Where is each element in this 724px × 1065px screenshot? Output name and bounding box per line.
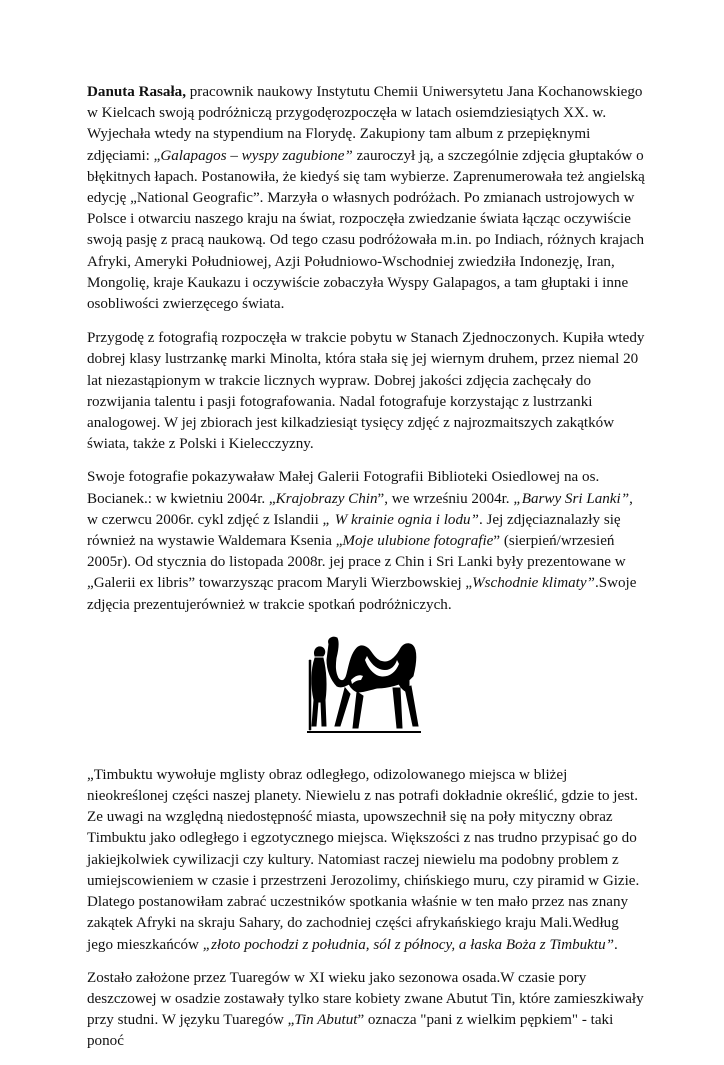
paragraph-biography [87, 82, 647, 315]
paragraph-text: Przygodę z fotografią rozpoczęła w trakcie pobytu w Stanach Zjednoczonych. Kupiła wtedy dobrej klasy lustrzankę marki Minolta, która stała się jej wiernym druhem, przez niemal 20 lat niezastąpionym w trakcie licznych wypraw. Dobrej jakości zdjęcia zachęcały do rozwijania talentu i pasji fotografowania. Nadal fotografuje korzystając z lustrzanki analogowej. W jej zbiorach jest kilkadziesiąt tysięcy zdjęć z najrozmaitszych zakątków świata, także z Polski i Kielecczyzny. [87, 330, 645, 453]
exhibition-title: Wschodnie klimaty” [472, 575, 595, 592]
paragraph-text: .Swoje zdjęcia prezentujerównież w trakcie spotkań podróżniczych. [87, 575, 637, 613]
tuareg-term: Tin Abutut [294, 1012, 358, 1029]
paragraph-text: ”, we wrześniu 2004r. [377, 490, 514, 507]
paragraph-text: Swoje fotografie pokazywaław Małej Galerii Fotografii Biblioteki Osiedlowej na os. Bocianek.: w kwietniu 2004r. „ [87, 469, 600, 507]
author-name: Danuta Rasała, [87, 84, 186, 100]
exhibition-title: Moje ulubione fotografie [342, 533, 494, 550]
album-title: Galapagos – wyspy zagubione” [160, 147, 353, 164]
illustration [87, 630, 647, 748]
exhibition-title: „ W krainie ognia i lodu” [322, 511, 479, 528]
paragraph-text: . Jej zdjęciaznalazły się również na wystawie Waldemara Ksenia „ [87, 511, 621, 550]
paragraph-timbuktu-history [87, 968, 647, 1053]
camel-with-traveler-icon [305, 630, 423, 746]
paragraph-photography [87, 328, 647, 455]
paragraph-text: , w czerwcu 2006r. cykl zdjęć z Islandii [87, 490, 633, 528]
paragraph-text: zauroczył ją, a szczególnie zdjęcia głuptaków o błękitnych łapach. Postanowiła, że kiedyś się tam wybierze. Zaprenumerowała też angielską edycję „National Geografic”. Marzyła o własnych podróżach. Po zmianach ustrojowych w Polsce i otwarciu naszego kraju na świat, rozpoczęła zwiedzanie świata łącząc oczywiście swoją pasję z pracą naukową. Od tego czasu podróżowała m.in. po Indiach, różnych krajach Afryki, Ameryki Południowej, Azji Południowo-Wschodniej zwiedziła Indonezję, Iran, Mongolię, kraje Kaukazu i oczywiście zobaczyła Wyspy Galapagos, a tam głuptaki i inne osobliwości zwierzęcego świata. [87, 147, 645, 313]
paragraph-text: ” oznacza "pani z wielkim pępkiem" - taki ponoć [87, 1012, 614, 1050]
document-page [87, 82, 647, 1065]
paragraph-exhibitions [87, 467, 647, 615]
exhibition-title: „Barwy Sri Lanki” [513, 490, 630, 507]
exhibition-title: Krajobrazy Chin [275, 490, 378, 507]
paragraph-text: ” (sierpień/wrzesień 2005r). Od stycznia do listopada 2008r. jej prace z Chin i Sri Lanki były prezentowane w „Galerii ex libris” towarzysząc pracom Maryli Wierzbowskiej „ [87, 533, 626, 592]
paragraph-timbuktu-intro [87, 765, 647, 956]
timbuktu-quote: „złoto pochodzi z południa, sól z północy, a łaska Boża z Timbuktu” [202, 936, 615, 953]
paragraph-text: . [614, 936, 618, 953]
paragraph-text: „Timbuktu wywołuje mglisty obraz odległego, odizolowanego miejsca w bliżej nieokreślonej części naszej planety. Niewielu z nas potrafi dokładnie określić, gdzie to jest. Ze uwagi na względną niedostępność miasta, upowszechnił się na poły mityczny obraz Timbuktu jako odległego i egzotycznego miejsca. Większości z nas trudno przypisać go do jakiejkolwiek cywilizacji czy kultury. Natomiast raczej niewielu ma podobny problem z umiejscowieniem w czasie i przestrzeni Jerozolimy, chińskiego muru, czy piramid w Gizie. Dlatego postanowiłam zabrać uczestników spotkania właśnie w ten mało przez nas znany zakątek Afryki na skraju Sahary, do zachodniej części afrykańskiego kraju Mali.Według jego mieszkańców [87, 766, 640, 953]
paragraph-text: Zostało założone przez Tuaregów w XI wieku jako sezonowa osada.W czasie pory deszczowej w osadzie zostawały tylko stare kobiety zwane Abutut Tin, które zamieszkiwały przy studni. W języku Tuaregów „ [87, 969, 644, 1029]
paragraph-text: pracownik naukowy Instytutu Chemii Uniwersytetu Jana Kochanowskiego w Kielcach swoją podróżniczą przygodęrozpoczęła w latach osiemdziesiątych XX. w. Wyjechała wtedy na stypendium na Florydę. Zakupiony tam album z przepięknymi zdjęciami: „ [87, 84, 643, 164]
